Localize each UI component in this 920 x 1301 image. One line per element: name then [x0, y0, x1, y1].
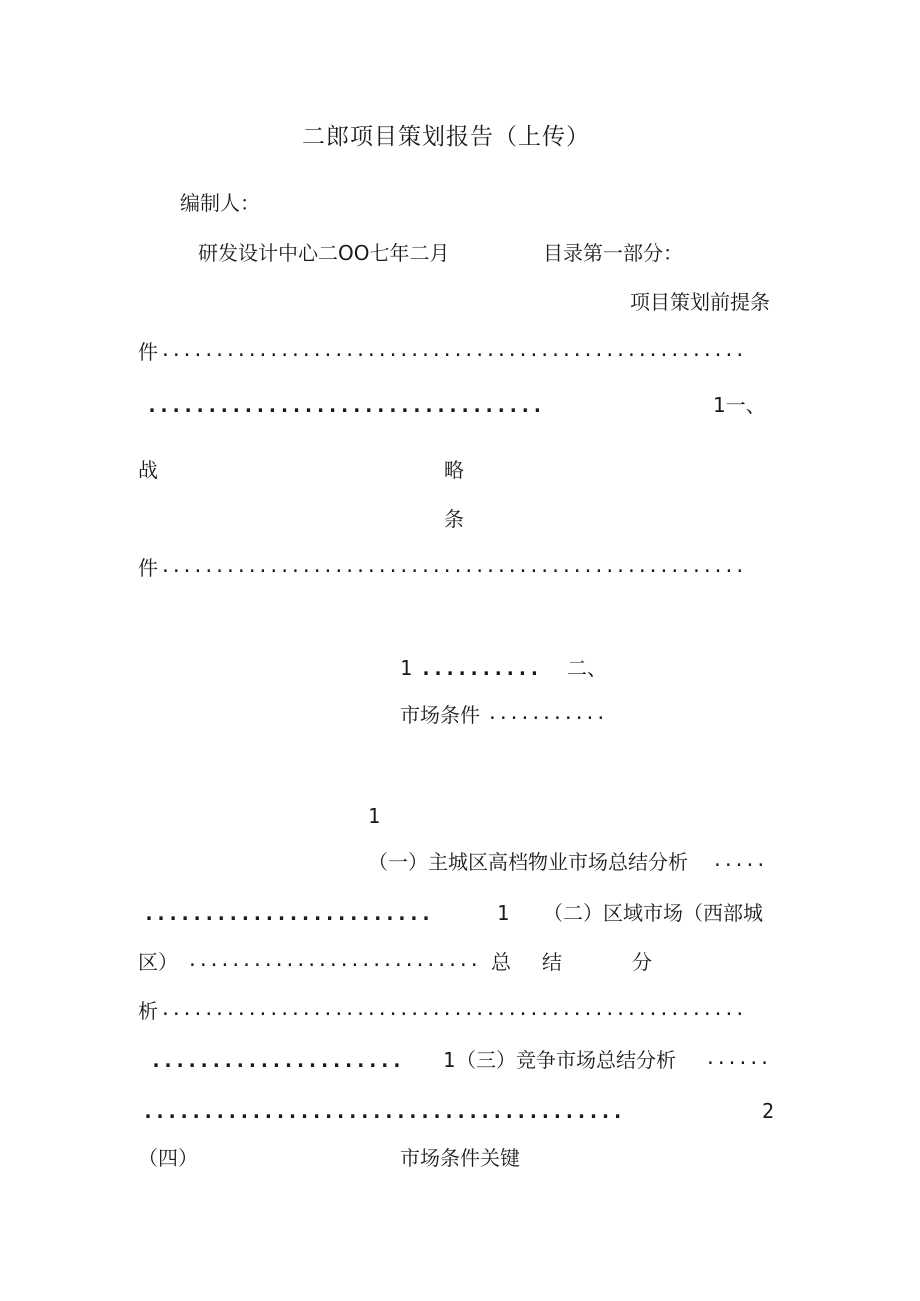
toc-line-12-a: 总: [491, 950, 511, 974]
toc-line-3-dots: .................................: [146, 393, 544, 417]
toc-line-15-dots: ........................................: [142, 1099, 624, 1123]
toc-line-7-num: 1: [400, 656, 413, 680]
toc-line-2-char: 件: [138, 340, 158, 364]
toc-line-13-dots: ......................................................: [160, 999, 746, 1020]
toc-line-12-c: 分: [632, 950, 652, 974]
org-date: 研发设计中心二OO七年二月: [198, 241, 450, 265]
toc-line-12-text: 区）: [138, 950, 178, 974]
toc-line-7-dots: ..........: [420, 656, 541, 680]
toc-line-11-num: 1: [497, 901, 510, 925]
toc-line-8-text: 市场条件: [400, 703, 480, 727]
toc-line-12-b: 结: [542, 950, 562, 974]
toc-line-6-char: 件: [138, 556, 158, 580]
toc-line-14-num: 1: [443, 1048, 456, 1072]
toc-line-9: 1: [368, 804, 381, 828]
document-title: 二郎项目策划报告（上传）: [302, 124, 590, 150]
toc-line-5: 条: [444, 507, 464, 531]
toc-line-13-char: 析: [138, 999, 158, 1023]
toc-line-6-dots: ......................................................: [160, 556, 746, 577]
toc-line-10-dots: .....: [712, 850, 767, 871]
toc-line-4-a: 战: [138, 458, 158, 482]
toc-line-1: 项目策划前提条: [630, 290, 770, 314]
toc-line-3-end: 1一、: [713, 393, 766, 417]
toc-heading: 目录第一部分：: [543, 241, 683, 265]
toc-line-14-tail: ......: [705, 1048, 771, 1069]
toc-line-10-text: （一）主城区高档物业市场总结分析: [368, 850, 688, 874]
toc-line-16-b: 市场条件关键: [400, 1146, 520, 1170]
toc-line-14-dots: .....................: [150, 1048, 403, 1072]
editor-label: 编制人：: [180, 191, 260, 215]
toc-line-7-end: 二、: [567, 656, 607, 680]
toc-line-12-dots: ...........................: [187, 950, 480, 971]
toc-line-15-num: 2: [762, 1099, 775, 1123]
toc-line-2-dots: ......................................................: [160, 340, 746, 361]
toc-line-14-text: （三）竞争市场总结分析: [456, 1048, 676, 1072]
toc-line-11-dots: ........................: [143, 901, 432, 925]
toc-line-4-b: 略: [444, 458, 464, 482]
toc-line-16-a: （四）: [138, 1146, 198, 1170]
toc-line-8-dots: ...........: [487, 703, 607, 724]
toc-line-11-text: （二）区域市场（西部城: [543, 901, 763, 925]
